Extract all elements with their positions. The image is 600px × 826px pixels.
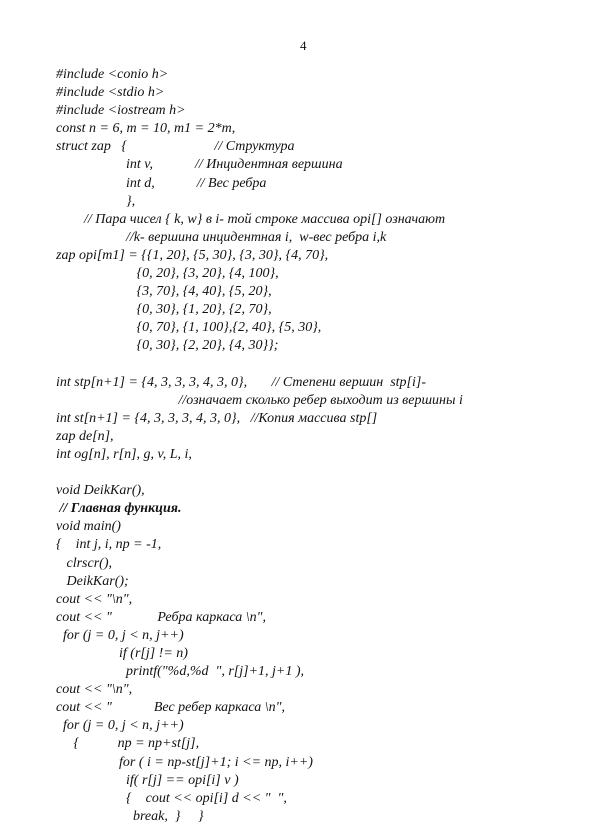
- code-line: if (r[j] != n): [56, 646, 188, 661]
- code-line: cout << "\n",: [56, 591, 133, 607]
- code-line: zap de[n],: [56, 428, 114, 444]
- code-line: for (j = 0, j < n, j++): [56, 718, 184, 734]
- code-line: struct zap { // Структура: [56, 139, 295, 155]
- code-line: clrscr(),: [56, 555, 112, 571]
- code-line: #include <stdio h>: [56, 85, 165, 101]
- code-listing: [56, 66, 586, 826]
- code-line: cout << " Вес ребер каркаса \n",: [56, 700, 285, 716]
- code-line: void DeikKar(),: [56, 483, 145, 499]
- code-line: { int j, i, np = -1,: [56, 537, 162, 553]
- code-line: #include <conio h>: [56, 67, 169, 82]
- code-line: [56, 356, 586, 374]
- code-line: int v, // Инцидентная вершина: [56, 157, 343, 173]
- code-line: int st[n+1] = {4, 3, 3, 3, 4, 3, 0}, //Копия массива stp[]: [56, 410, 378, 426]
- code-line: int d, // Вес ребра: [56, 175, 267, 191]
- code-line: const n = 6, m = 10, m1 = 2*m,: [56, 121, 236, 137]
- code-line: zap opi[m1] = {{1, 20}, {5, 30}, {3, 30}, {4, 70},: [56, 247, 329, 263]
- code-line: DeikKar();: [56, 573, 129, 589]
- page-number: 4: [300, 38, 307, 53]
- code-line: cout << " Ребра каркаса \n",: [56, 609, 267, 625]
- code-line: {0, 70}, {1, 100},{2, 40}, {5, 30},: [56, 320, 322, 336]
- code-line: [56, 464, 586, 482]
- code-line: printf("%d,%d ", r[j]+1, j+1 ),: [56, 664, 305, 680]
- code-line: { cout << opi[i] d << " ",: [56, 790, 287, 806]
- code-line: cout << "\n",: [56, 682, 133, 698]
- code-line: break, } }: [56, 808, 204, 824]
- code-line: // Главная функция.: [56, 501, 182, 517]
- code-line: },: [56, 193, 136, 209]
- code-line: int stp[n+1] = {4, 3, 3, 3, 4, 3, 0}, // Степени вершин stp[i]-: [56, 374, 426, 390]
- code-line: //означает сколько ребер выходит из вершины i: [56, 392, 463, 408]
- code-line: //k- вершина инцидентная i, w-вес ребра i,k: [56, 229, 387, 245]
- code-line: for ( i = np-st[j]+1; i <= np, i++): [56, 754, 313, 770]
- code-line: {0, 30}, {1, 20}, {2, 70},: [56, 302, 272, 318]
- code-line: // Пара чисел { k, w} в i- той строке массива opi[] означают: [56, 211, 446, 227]
- code-line: {3, 70}, {4, 40}, {5, 20},: [56, 284, 272, 300]
- code-line: int og[n], r[n], g, v, L, i,: [56, 446, 192, 462]
- code-line: {0, 30}, {2, 20}, {4, 30}};: [56, 338, 279, 354]
- code-line: {0, 20}, {3, 20}, {4, 100},: [56, 266, 279, 282]
- code-line: if( r[j] == opi[i] v ): [56, 772, 239, 788]
- code-line: for (j = 0, j < n, j++): [56, 627, 184, 643]
- code-line: { np = np+st[j],: [56, 736, 200, 752]
- code-line: #include <iostream h>: [56, 103, 186, 119]
- code-line: void main(): [56, 519, 121, 535]
